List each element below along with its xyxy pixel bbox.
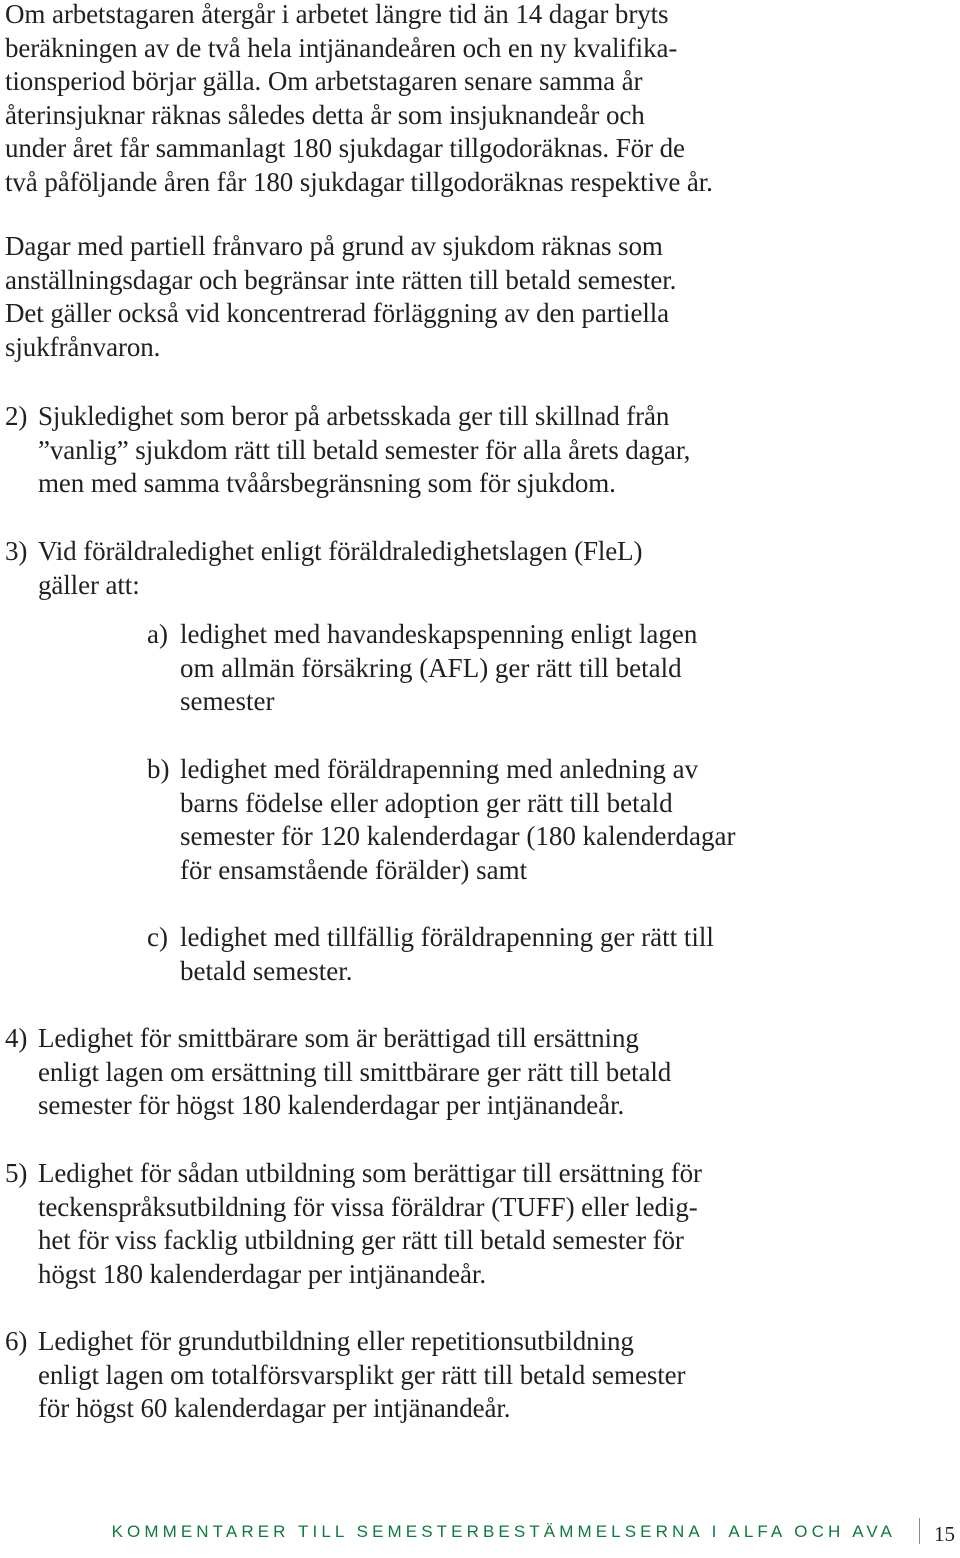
text-line: semester xyxy=(180,686,275,717)
text-line: barns födelse eller adoption ger rätt till betald xyxy=(180,787,673,818)
list-item-3 xyxy=(5,535,642,602)
text-line: semester för 120 kalenderdagar (180 kalenderdagar xyxy=(180,821,736,852)
text-line: ledighet med föräldrapenning med anledning av xyxy=(180,754,699,784)
sub-item-letter: c) xyxy=(147,922,168,952)
sub-item-letter: a) xyxy=(147,619,168,649)
text-line: ”vanlig” sjukdom rätt till betald semester för alla årets dagar, xyxy=(38,434,691,465)
text-line: om allmän försäkring (AFL) ger rätt till betald xyxy=(180,652,682,683)
text-line: Om arbetstagaren återgår i arbetet längre tid än 14 dagar bryts xyxy=(5,0,669,29)
footer-divider xyxy=(919,1518,920,1544)
text-line: Ledighet för smittbärare som är berättigad till ersättning xyxy=(38,1023,639,1053)
item-number: 5) xyxy=(5,1158,28,1188)
text-line: Ledighet för grundutbildning eller repetitionsutbildning xyxy=(38,1326,634,1356)
text-line: under året får sammanlagt 180 sjukdagar tillgodoräknas. För de xyxy=(5,133,685,164)
list-item-2 xyxy=(5,400,690,501)
text-line: anställningsdagar och begränsar inte rätten till betald semester. xyxy=(5,264,677,295)
sub-item-letter: b) xyxy=(147,754,170,784)
text-line: men med samma tvåårsbegränsning som för sjukdom. xyxy=(38,468,616,499)
text-line: semester för högst 180 kalenderdagar per intjänandeår. xyxy=(38,1090,625,1121)
text-line: teckenspråksutbildning för vissa föräldrar (TUFF) eller ledig- xyxy=(38,1191,698,1222)
text-line: enligt lagen om totalförsvarsplikt ger rätt till betald semester xyxy=(38,1359,686,1390)
text-line: ledighet med havandeskapspenning enligt lagen xyxy=(180,619,698,649)
text-line: högst 180 kalenderdagar per intjänandeår. xyxy=(38,1258,486,1289)
text-line: återinsjuknar räknas således detta år som insjuknandeår och xyxy=(5,99,645,130)
text-line: ledighet med tillfällig föräldrapenning ger rätt till xyxy=(180,922,714,952)
text-line: het för viss facklig utbildning ger rätt till betald semester för xyxy=(38,1225,684,1256)
item-number: 4) xyxy=(5,1023,28,1053)
text-line: Vid föräldraledighet enligt föräldraledighetslagen (FleL) xyxy=(38,536,643,566)
list-item-4 xyxy=(5,1022,671,1123)
text-line: för högst 60 kalenderdagar per intjänandeår. xyxy=(38,1393,511,1424)
text-line: två påföljande åren får 180 sjukdagar tillgodoräknas respektive år. xyxy=(5,166,713,197)
item-number: 3) xyxy=(5,536,28,566)
page-number: 15 xyxy=(934,1522,955,1546)
text-line: betald semester. xyxy=(180,955,353,986)
paragraph-partial-absence xyxy=(5,230,676,364)
text-line: Dagar med partiell frånvaro på grund av sjukdom räknas som xyxy=(5,231,663,261)
paragraph-sick-leave-return xyxy=(5,0,713,200)
list-item-5 xyxy=(5,1157,702,1291)
text-line: beräkningen av de två hela intjänandeåren och en ny kvalifika- xyxy=(5,32,678,63)
page-footer xyxy=(0,1518,960,1558)
sub-item-a xyxy=(147,618,697,719)
text-line: Ledighet för sådan utbildning som berättigar till ersättning för xyxy=(38,1158,702,1188)
list-item-6 xyxy=(5,1325,685,1426)
text-line: för ensamstående förälder) samt xyxy=(180,854,528,885)
sub-item-b xyxy=(147,753,736,887)
footer-running-title: KOMMENTARER TILL SEMESTERBESTÄMMELSERNA I ALFA OCH AVA xyxy=(111,1522,896,1541)
item-number: 6) xyxy=(5,1326,28,1356)
sub-item-c xyxy=(147,921,714,988)
text-line: Det gäller också vid koncentrerad förläggning av den partiella xyxy=(5,298,670,329)
text-line: tionsperiod börjar gälla. Om arbetstagaren senare samma år xyxy=(5,66,643,97)
item-number: 2) xyxy=(5,401,28,431)
text-line: gäller att: xyxy=(38,569,140,600)
text-line: enligt lagen om ersättning till smittbärare ger rätt till betald xyxy=(38,1056,672,1087)
text-line: sjukfrånvaron. xyxy=(5,331,161,362)
text-line: Sjukledighet som beror på arbetsskada ger till skillnad från xyxy=(38,401,670,431)
